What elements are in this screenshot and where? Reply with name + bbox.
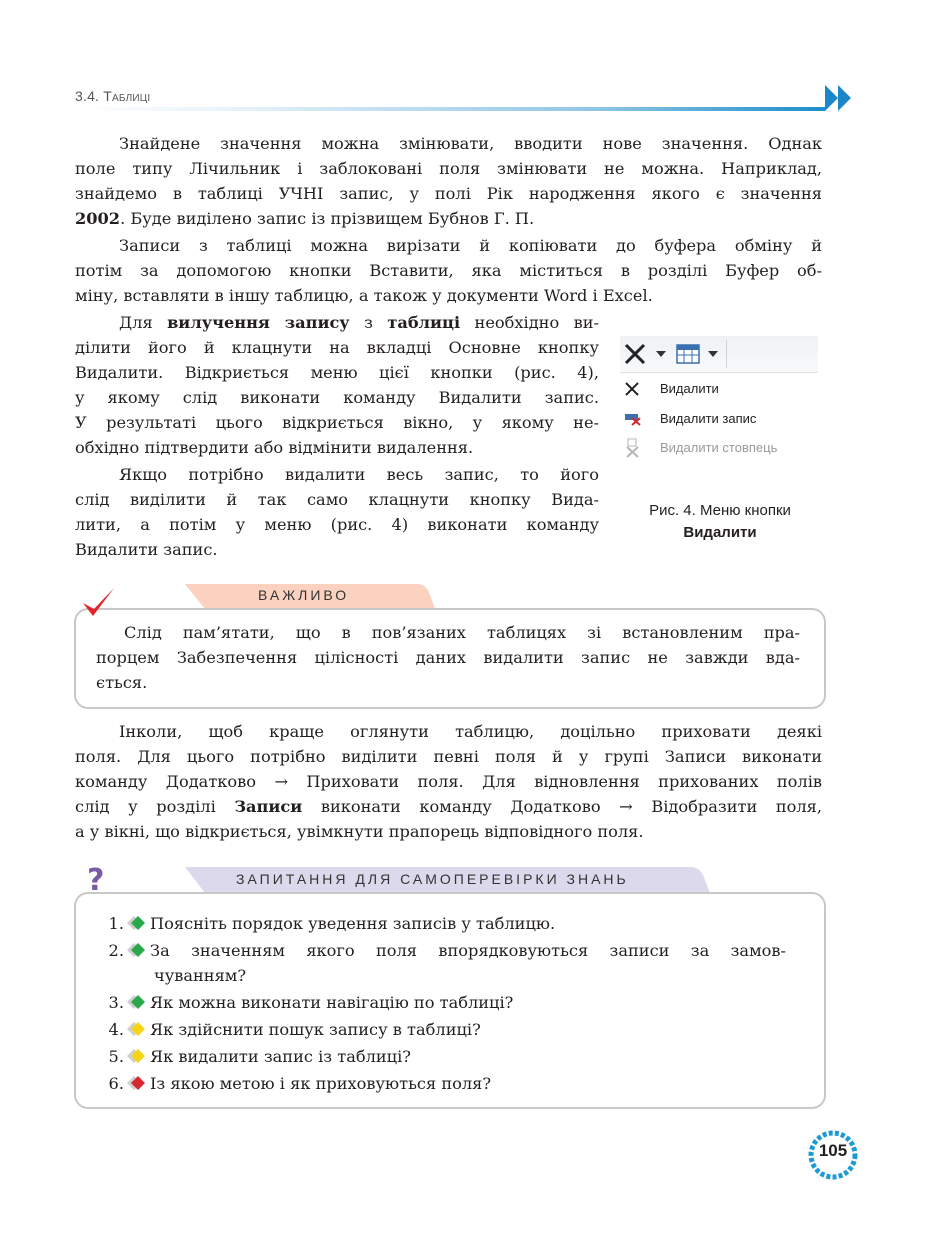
p3-line-2: ділити його й клацнути на вкладці Основне кнопку: [75, 338, 599, 357]
figure-caption: Рис. 4. Меню кнопки Видалити: [649, 502, 791, 541]
p2-line-3: міну, вставляти в іншу таблицю, а також у документи Word і Excel.: [75, 286, 653, 305]
green-diamond-icon: [124, 916, 150, 930]
quiz-tab-label: ЗАПИТАННЯ ДЛЯ САМОПЕРЕВІРКИ ЗНАНЬ: [236, 871, 629, 887]
yellow-diamond-icon: [124, 1022, 150, 1036]
delete-x-icon: [623, 342, 647, 366]
question-mark-icon: ?: [87, 863, 105, 898]
question-6: 6. Із якою метою і як приховуються поля?: [108, 1074, 492, 1093]
p3-line-3: Видалити. Відкриється меню цієї кнопки (рис. 4),: [75, 363, 599, 382]
red-diamond-icon: [124, 1076, 150, 1090]
p4-line-3: лити, а потім у меню (рис. 4) виконати команду: [75, 515, 599, 534]
question-1: 1. Поясніть порядок уведення записів у таблицю.: [108, 914, 556, 933]
running-header: [75, 88, 150, 104]
menu-item-delete-column[interactable]: Видалити стовпець: [620, 437, 818, 459]
section-number: 3.4.: [75, 88, 100, 104]
paragraph-4: [75, 462, 599, 562]
question-2-continuation: чуванням?: [154, 966, 247, 985]
p5-line-1: Інколи, щоб краще оглянути таблицю, доцільно приховати деякі: [119, 722, 822, 741]
yellow-diamond-icon: [124, 1049, 150, 1063]
question-3: 3. Як можна виконати навігацію по таблиці?: [108, 993, 514, 1012]
p5-line-2: поля. Для цього потрібно виділити певні поля й у групі Записи виконати: [75, 747, 822, 766]
section-title: Таблиці: [103, 88, 151, 104]
p3-line-4: у якому слід виконати команду Видалити запис.: [75, 388, 599, 407]
delete-record-icon: [624, 412, 642, 426]
table-icon: [676, 344, 700, 364]
ribbon-toolbar: [620, 336, 818, 373]
chevron-down-icon: [656, 351, 666, 357]
p3-line-5: У результаті цього відкриється вікно, у якому не-: [75, 413, 599, 432]
p4-line-2: слід виділити й так само клацнути кнопку Вида-: [75, 490, 599, 509]
important-line-1: Слід пам’ятати, що в пов’язаних таблицях зі встановленим пра-: [124, 623, 800, 642]
question-5: 5. Як видалити запис із таблиці?: [108, 1047, 411, 1066]
important-tab-label: ВАЖЛИВО: [258, 587, 350, 603]
year-value: 2002: [75, 209, 121, 228]
p4-line-4: Видалити запис.: [75, 540, 218, 559]
important-text: [96, 620, 800, 695]
p4-line-1: Якщо потрібно видалити весь запис, то його: [119, 465, 599, 484]
menu-item-delete-record[interactable]: Видалити запис: [620, 408, 818, 430]
p2-line-2: потім за допомогою кнопки Вставити, яка міститься в розділі Буфер об-: [75, 261, 822, 280]
x-icon: [625, 382, 639, 396]
p3-line-1: Для вилучення запису з таблиці необхідно ви-: [119, 313, 599, 332]
paragraph-5: [75, 719, 822, 844]
p2-line-1: Записи з таблиці можна вирізати й копіювати до буфера обміну й: [119, 236, 822, 255]
p5-line-3: команду Додатково → Приховати поля. Для відновлення прихованих полів: [75, 772, 822, 791]
p1-line-1: Знайдене значення можна змінювати, вводити нове значення. Однак: [119, 134, 822, 153]
chevron-down-icon: [708, 351, 718, 357]
p3-line-6: обхідно підтвердити або відмінити видалення.: [75, 438, 474, 457]
paragraph-1: [75, 131, 822, 231]
double-chevron-right-icon: [825, 84, 855, 112]
question-2: 2. За значенням якого поля впорядковуються записи за замов-: [108, 941, 786, 960]
page-number: 105: [818, 1141, 848, 1160]
important-line-3: ється.: [96, 673, 148, 692]
p5-line-4: слід у розділі Записи виконати команду Додатково → Відобразити поля,: [75, 797, 823, 816]
p5-line-5: а у вікні, що відкриється, увімкнути прапорець відповідного поля.: [75, 822, 644, 841]
checkmark-icon: [80, 585, 116, 621]
p1-line-4: [75, 206, 822, 231]
header-rule: [75, 107, 825, 111]
green-diamond-icon: [124, 995, 150, 1009]
p1-line-4-text: . Буде виділено запис із прізвищем Бубнов Г. П.: [120, 209, 535, 228]
paragraph-3: [75, 310, 599, 460]
p1-line-3: знайдемо в таблиці УЧНІ запис, у полі Рік народження якого є значення: [75, 184, 822, 203]
delete-column-icon: [625, 438, 641, 458]
green-diamond-icon: [124, 943, 150, 957]
menu-item-delete[interactable]: Видалити: [620, 378, 818, 400]
p1-line-2: поле типу Лічильник і заблоковані поля змінювати не можна. Наприклад,: [75, 159, 822, 178]
delete-menu-figure: [620, 336, 820, 464]
important-line-2: порцем Забезпечення цілісності даних видалити запис не завжди вда-: [96, 648, 800, 667]
question-4: 4. Як здійснити пошук запису в таблиці?: [108, 1020, 481, 1039]
paragraph-2: [75, 233, 822, 308]
